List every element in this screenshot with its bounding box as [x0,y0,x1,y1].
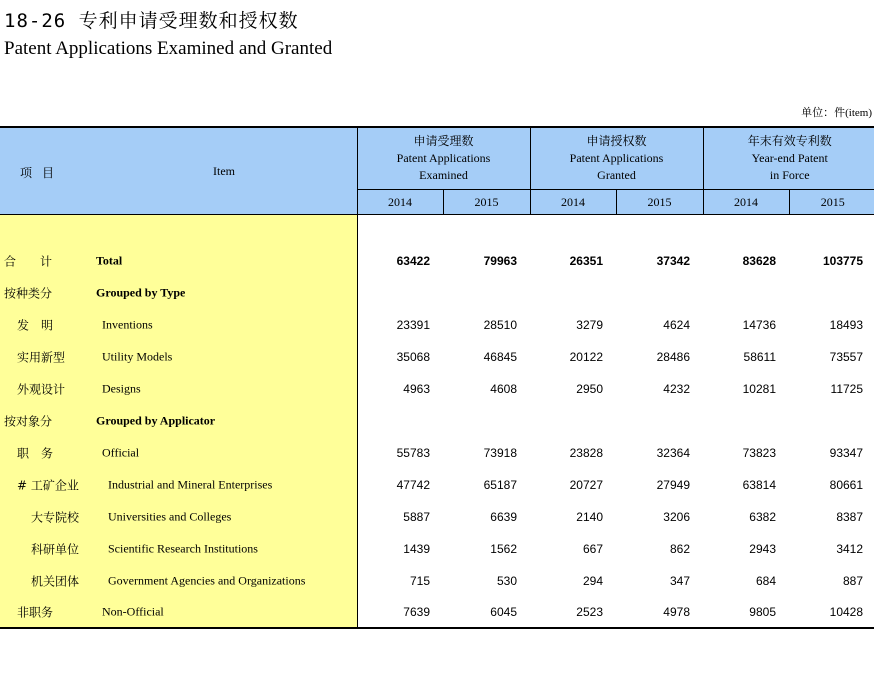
value-cell: 35068 [396,350,430,364]
value-cell: 83628 [742,254,776,268]
row-label-english: Utility Models [102,349,173,364]
group-header-in-force [703,127,874,190]
group-header-english: in Force [769,168,810,182]
patent-data-table [0,126,874,629]
row-label-english: Designs [102,381,141,396]
table-row [0,373,874,405]
unit-note [801,104,872,120]
row-label-chinese: 实用新型 [17,350,66,365]
value-cell: 530 [496,574,517,588]
row-label-chinese: 机关团体 [31,574,80,589]
value-cell: 37342 [656,254,690,268]
value-cell: 63422 [396,254,430,268]
row-label-english: Scientific Research Institutions [108,541,258,556]
year-header: 2014 [530,190,616,215]
group-header-chinese: 年末有效专利数 [747,134,832,148]
table-row [0,533,874,565]
value-cell: 23391 [396,318,430,332]
value-cell: 5887 [403,510,430,524]
row-label-cell [0,245,357,277]
row-label-english: Total [96,253,123,268]
group-header-english: Examined [419,168,468,182]
row-label-cell [0,309,357,341]
group-header-english: Granted [597,168,636,182]
unit-note-english: (item) [845,107,872,119]
row-label-cell [0,341,357,373]
row-label-english: Inventions [102,317,153,332]
group-header-english: Patent Applications [396,151,491,165]
row-label-chinese: 按种类分 [4,286,53,301]
table-row [0,309,874,341]
value-cell: 2950 [576,382,603,396]
item-header [0,127,357,215]
row-label-english: Non-Official [102,604,164,619]
spacer-row [0,215,874,246]
value-cell [443,405,530,437]
row-label-cell [0,373,357,405]
value-cell: 9805 [749,605,776,619]
value-cell: 862 [669,542,690,556]
value-cell: 73557 [829,350,864,364]
item-header-english: Item [213,164,235,178]
table-row [0,501,874,533]
value-cell: 4608 [490,382,517,396]
row-label-cell [0,533,357,565]
row-label-chinese: 按对象分 [4,414,53,429]
table-row [0,341,874,373]
value-cell: 3279 [576,318,603,332]
year-header: 2015 [443,190,530,215]
value-cell [703,277,789,309]
value-cell: 4232 [663,382,690,396]
value-cell [703,405,789,437]
item-header-chinese: 项目 [20,166,65,180]
group-header-examined [357,127,530,190]
value-cell [357,405,443,437]
row-label-cell [0,405,357,437]
value-cell: 28510 [483,318,517,332]
value-cell: 58611 [743,350,776,364]
value-cell: 46845 [483,350,517,364]
row-label-cell [0,597,357,628]
table-row [0,469,874,501]
value-cell: 887 [842,574,864,588]
value-cell: 1562 [490,542,517,556]
value-cell [616,405,703,437]
value-cell: 8387 [836,510,864,524]
value-cell: 4978 [663,605,690,619]
unit-note-chinese: 单位：件 [801,106,846,119]
year-header: 2014 [357,190,443,215]
row-label-english: Government Agencies and Organizations [108,573,306,588]
value-cell: 11725 [830,382,864,396]
row-label-chinese: 职 务 [17,446,54,461]
value-cell: 26351 [569,254,603,268]
row-label-cell [0,277,357,309]
table-row [0,597,874,628]
value-cell [616,277,703,309]
value-cell: 2140 [576,510,603,524]
value-cell [357,277,443,309]
value-cell: 32364 [656,446,690,460]
value-cell: 6639 [490,510,517,524]
row-label-english: Grouped by Applicator [96,413,216,428]
value-cell: 684 [755,574,776,588]
value-cell: 667 [582,542,603,556]
value-cell: 3206 [663,510,690,524]
value-cell: 73918 [483,446,517,460]
value-cell: 63814 [742,478,776,492]
value-cell: 47742 [396,478,430,492]
table-row [0,565,874,597]
value-cell: 2943 [749,542,776,556]
value-cell: 65187 [483,478,517,492]
row-label-chinese: # 工矿企业 [17,478,79,493]
table-header [0,127,874,215]
value-cell: 79963 [483,254,517,268]
table-row [0,437,874,469]
value-cell: 715 [409,574,430,588]
table-row [0,405,874,437]
value-cell: 14736 [742,318,776,332]
row-label-chinese: 科研单位 [31,542,80,557]
value-cell: 93347 [829,446,864,460]
row-label-cell [0,469,357,501]
table-body [0,215,874,629]
table-row [0,245,874,277]
value-cell: 6045 [490,605,517,619]
row-label-english: Industrial and Mineral Enterprises [108,477,273,492]
value-cell: 347 [669,574,690,588]
group-header-chinese: 申请授权数 [586,134,647,148]
row-label-chinese: 外观设计 [17,382,66,397]
value-cell: 1439 [403,542,430,556]
row-label-chinese: 发 明 [17,318,54,333]
value-cell: 28486 [656,350,690,364]
row-label-chinese: 大专院校 [31,510,80,525]
table-title-chinese: 18-26 专利申请受理数和授权数 [4,10,299,32]
value-cell: 20727 [569,478,603,492]
value-cell: 4624 [663,318,690,332]
year-header: 2015 [789,190,874,215]
value-cell [443,277,530,309]
row-label-chinese: 非职务 [17,605,54,620]
row-label-english: Universities and Colleges [108,509,232,524]
row-label-english: Official [102,445,140,460]
label-cell [0,215,357,246]
value-cell: 103775 [822,254,864,268]
table-row [0,277,874,309]
value-cell: 18493 [829,318,864,332]
value-cell: 3412 [836,542,864,556]
year-header: 2014 [703,190,789,215]
value-cell: 20122 [569,350,603,364]
year-header: 2015 [616,190,703,215]
value-cell [789,405,874,437]
value-cell: 6382 [749,510,776,524]
row-label-chinese: 合 计 [4,254,53,269]
group-header-english: Year-end Patent [751,151,828,165]
value-cell [530,277,616,309]
group-header-chinese: 申请受理数 [413,134,474,148]
value-cell: 2523 [576,605,603,619]
value-cell: 23828 [569,446,603,460]
value-cell: 73823 [742,446,776,460]
value-cell [789,277,874,309]
group-header-english: Patent Applications [569,151,664,165]
value-cell: 80661 [829,478,864,492]
value-cell: 7639 [403,605,430,619]
value-cell [530,405,616,437]
value-cell: 27949 [656,478,690,492]
group-header-granted [530,127,703,190]
row-label-cell [0,501,357,533]
row-label-cell [0,565,357,597]
row-label-cell [0,437,357,469]
value-cell: 10428 [829,605,864,619]
value-cell: 55783 [396,446,430,460]
value-cell: 10281 [742,382,776,396]
value-cell: 294 [582,574,603,588]
value-cell: 4963 [403,382,430,396]
table-title-english: Patent Applications Examined and Granted [4,38,333,59]
row-label-english: Grouped by Type [96,285,186,300]
